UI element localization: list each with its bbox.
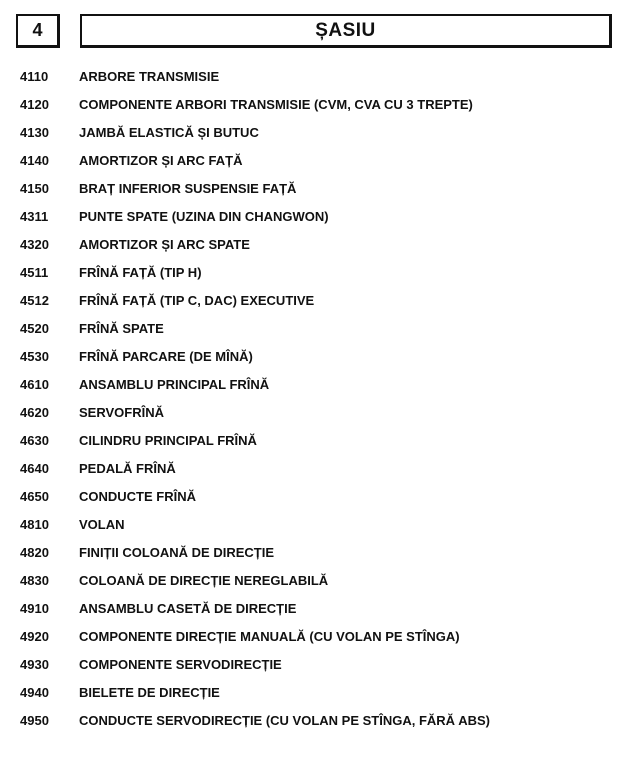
item-code: 4130 [20,124,49,140]
list-item [20,202,610,230]
list-item [20,510,610,538]
item-label: ANSAMBLU CASETĂ DE DIRECȚIE [79,600,297,616]
item-code: 4650 [20,488,49,504]
list-item [20,566,610,594]
item-code: 4920 [20,628,49,644]
item-label: CONDUCTE SERVODIRECȚIE (CU VOLAN PE STÎNGA, FĂRĂ ABS) [79,712,490,728]
list-item [20,370,610,398]
item-code: 4940 [20,684,49,700]
list-item [20,174,610,202]
item-label: BRAȚ INFERIOR SUSPENSIE FAȚĂ [79,180,297,196]
item-label: PEDALĂ FRÎNĂ [79,460,176,476]
item-label: COMPONENTE DIRECȚIE MANUALĂ (CU VOLAN PE STÎNGA) [79,628,460,644]
list-item [20,678,610,706]
item-code: 4630 [20,432,49,448]
item-label: AMORTIZOR ȘI ARC FAȚĂ [79,152,243,168]
item-code: 4930 [20,656,49,672]
item-code: 4620 [20,404,49,420]
item-code: 4511 [20,264,49,280]
item-label: COMPONENTE SERVODIRECȚIE [79,656,282,672]
item-code: 4311 [20,208,49,224]
list-item [20,594,610,622]
list-item [20,146,610,174]
list-item [20,622,610,650]
item-label: COMPONENTE ARBORI TRANSMISIE (CVM, CVA CU 3 TREPTE) [79,96,473,112]
list-item [20,62,610,90]
list-item [20,230,610,258]
contents-list [20,62,610,734]
section-header [16,14,612,50]
item-code: 4820 [20,544,49,560]
list-item [20,118,610,146]
item-code: 4120 [20,96,49,112]
item-code: 4810 [20,516,49,532]
item-label: JAMBĂ ELASTICĂ ȘI BUTUC [79,124,259,140]
item-code: 4520 [20,320,49,336]
item-label: FRÎNĂ PARCARE (DE MÎNĂ) [79,348,253,364]
list-item [20,90,610,118]
list-item [20,538,610,566]
item-code: 4830 [20,572,49,588]
item-code: 4512 [20,292,49,308]
item-label: CONDUCTE FRÎNĂ [79,488,196,504]
item-code: 4950 [20,712,49,728]
list-item [20,426,610,454]
item-label: ARBORE TRANSMISIE [79,68,220,84]
list-item [20,454,610,482]
item-code: 4610 [20,376,49,392]
item-label: BIELETE DE DIRECȚIE [79,684,220,700]
item-code: 4910 [20,600,49,616]
item-code: 4150 [20,180,49,196]
item-label: PUNTE SPATE (UZINA DIN CHANGWON) [79,208,329,224]
item-label: FRÎNĂ SPATE [79,320,164,336]
item-code: 4320 [20,236,49,252]
item-label: SERVOFRÎNĂ [79,404,164,420]
list-item [20,258,610,286]
item-code: 4530 [20,348,49,364]
item-label: FINIȚII COLOANĂ DE DIRECȚIE [79,544,274,560]
item-label: AMORTIZOR ȘI ARC SPATE [79,236,250,252]
item-label: ANSAMBLU PRINCIPAL FRÎNĂ [79,376,270,392]
item-code: 4140 [20,152,49,168]
section-title-box: ȘASIU [80,14,612,48]
item-label: COLOANĂ DE DIRECȚIE NEREGLABILĂ [79,572,329,588]
item-code: 4640 [20,460,49,476]
list-item [20,482,610,510]
item-label: FRÎNĂ FAȚĂ (TIP C, DAC) EXECUTIVE [79,292,315,308]
list-item [20,398,610,426]
item-label: FRÎNĂ FAȚĂ (TIP H) [79,264,202,280]
list-item [20,650,610,678]
chapter-number-box: 4 [16,14,60,48]
list-item [20,286,610,314]
list-item [20,706,610,734]
list-item [20,314,610,342]
item-label: VOLAN [79,516,125,532]
item-label: CILINDRU PRINCIPAL FRÎNĂ [79,432,257,448]
item-code: 4110 [20,68,49,84]
list-item [20,342,610,370]
